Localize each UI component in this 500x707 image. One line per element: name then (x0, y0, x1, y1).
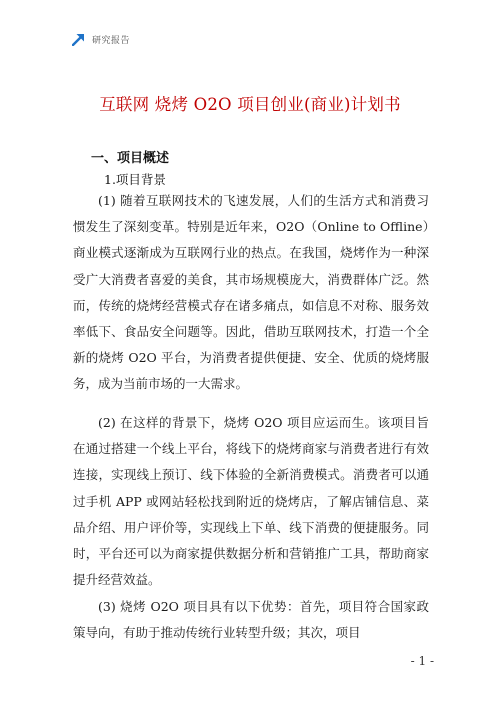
page-number: - 1 - (410, 654, 434, 668)
body-paragraph: (3) 烧烤 O2O 项目具有以下优势：首先，项目符合国家政策导向，有助于推动传统行业转型升级；其次，项目 (73, 599, 429, 641)
subsection-heading: 1.项目背景 (104, 172, 166, 187)
header-label: 研究报告 (92, 35, 131, 46)
section-heading: 一、项目概述 (91, 151, 170, 166)
arrow-up-right-logo-icon (72, 32, 86, 46)
body-paragraph: (1) 随着互联网技术的飞速发展，人们的生活方式和消费习惯发生了深刻变革。特别是近年来，O2O（Online to Offline）商业模式逐渐成为互联网行业的热点。在我国，烧烤作为一种深受广大消费者喜爱的美食，其市场规模庞大，消费群体广泛。然而，传统的烧烤经营模式存在诸多痛点，如信息不对称、服务效率低下、食品安全问题等。因此，借助互联网技术，打造一个全新的烧烤 O2O 平台，为消费者提供便捷、安全、优质的烧烤服务，成为当前市场的一大需求。 (73, 193, 429, 392)
body-paragraph: (2) 在这样的背景下，烧烤 O2O 项目应运而生。该项目旨在通过搭建一个线上平台，将线下的烧烤商家与消费者进行有效连接，实现线上预订、线下体验的全新消费模式。消费者可以通过手机 APP 或网站轻松找到附近的烧烤店，了解店铺信息、菜品介绍、用户评价等，实现线上下单、线下消费的便捷服务。同时，平台还可以为商家提供数据分析和营销推广工具，帮助商家提升经营效益。 (73, 415, 429, 588)
report-header (72, 32, 130, 46)
document-title: 互联网 烧烤 O2O 项目创业(商业)计划书 (99, 95, 401, 114)
